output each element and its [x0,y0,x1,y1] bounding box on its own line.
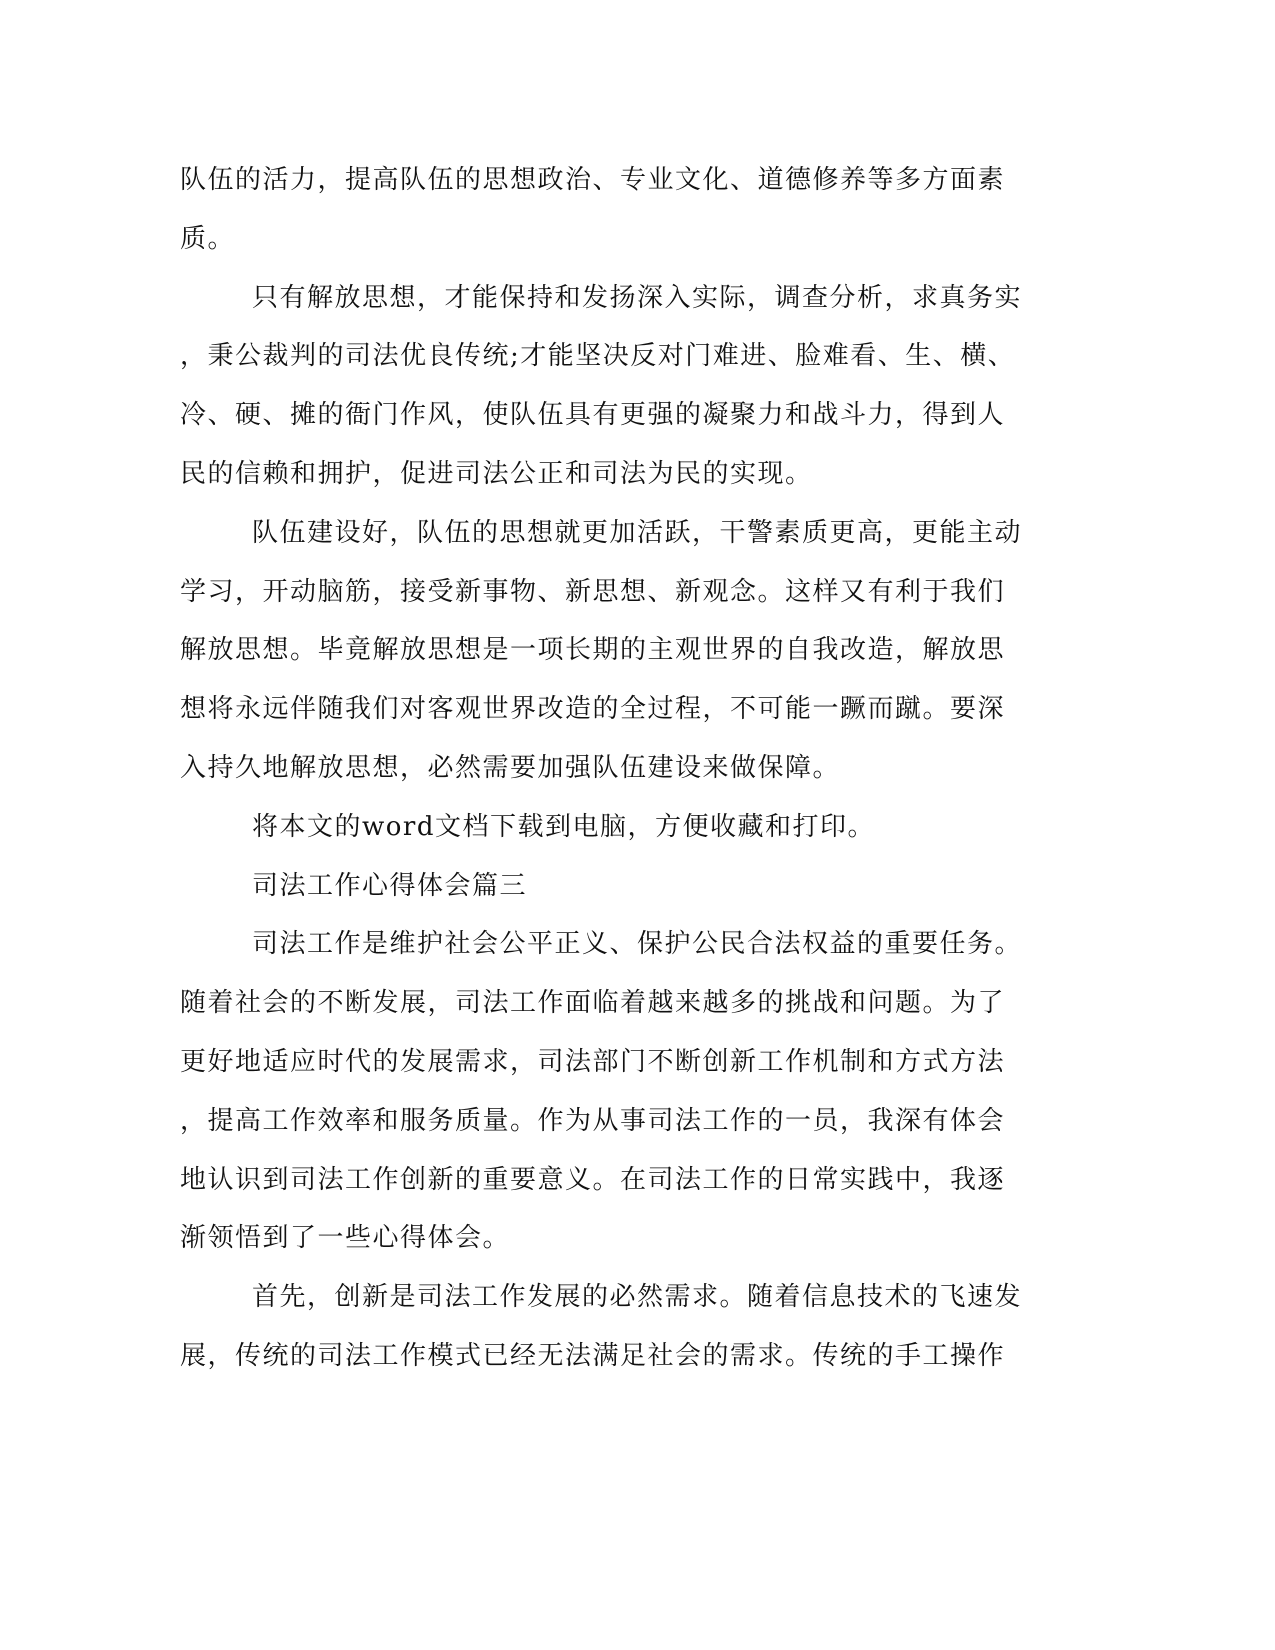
text-line: 更好地适应时代的发展需求，司法部门不断创新工作机制和方式方法 [180,1047,1006,1077]
text-line: 想将永远伴随我们对客观世界改造的全过程，不可能一蹶而蹴。要深 [180,694,1006,725]
text-line: 民的信赖和拥护，促进司法公正和司法为民的实现。 [180,459,813,489]
text-line: 入持久地解放思想，必然需要加强队伍建设来做保障。 [180,753,841,783]
text-line: 首先，创新是司法工作发展的必然需求。随着信息技术的飞速发 [252,1282,1023,1313]
text-line: 将本文的word文档下载到电脑，方便收藏和打印。 [252,811,875,842]
text-line: 解放思想。毕竟解放思想是一项长期的主观世界的自我改造，解放思 [180,635,1006,666]
text-line: 司法工作是维护社会公平正义、保护公民合法权益的重要任务。 [252,929,1023,960]
text-line: 只有解放思想，才能保持和发扬深入实际，调查分析，求真务实 [252,282,1023,313]
text-line: 渐领悟到了一些心得体会。 [180,1223,511,1254]
text-line: ，秉公裁判的司法优良传统;才能坚决反对门难进、脸难看、生、横、 [180,341,1016,372]
text-line: 冷、硬、摊的衙门作风，使队伍具有更强的凝聚力和战斗力，得到人 [180,400,1006,431]
text-line: 随着社会的不断发展，司法工作面临着越来越多的挑战和问题。为了 [180,988,1006,1019]
text-line: 队伍的活力，提高队伍的思想政治、专业文化、道德修养等多方面素 [180,165,1006,195]
text-line: 展，传统的司法工作模式已经无法满足社会的需求。传统的手工操作 [180,1341,1006,1371]
text-line: ，提高工作效率和服务质量。作为从事司法工作的一员，我深有体会 [180,1105,1006,1136]
text-line: 队伍建设好，队伍的思想就更加活跃，干警素质更高，更能主动 [252,517,1023,548]
text-line: 地认识到司法工作创新的重要意义。在司法工作的日常实践中，我逐 [180,1164,1006,1195]
text-line: 质。 [180,223,236,254]
text-line: 学习，开动脑筋，接受新事物、新思想、新观念。这样又有利于我们 [180,576,1006,607]
text-line: 司法工作心得体会篇三 [252,870,528,901]
